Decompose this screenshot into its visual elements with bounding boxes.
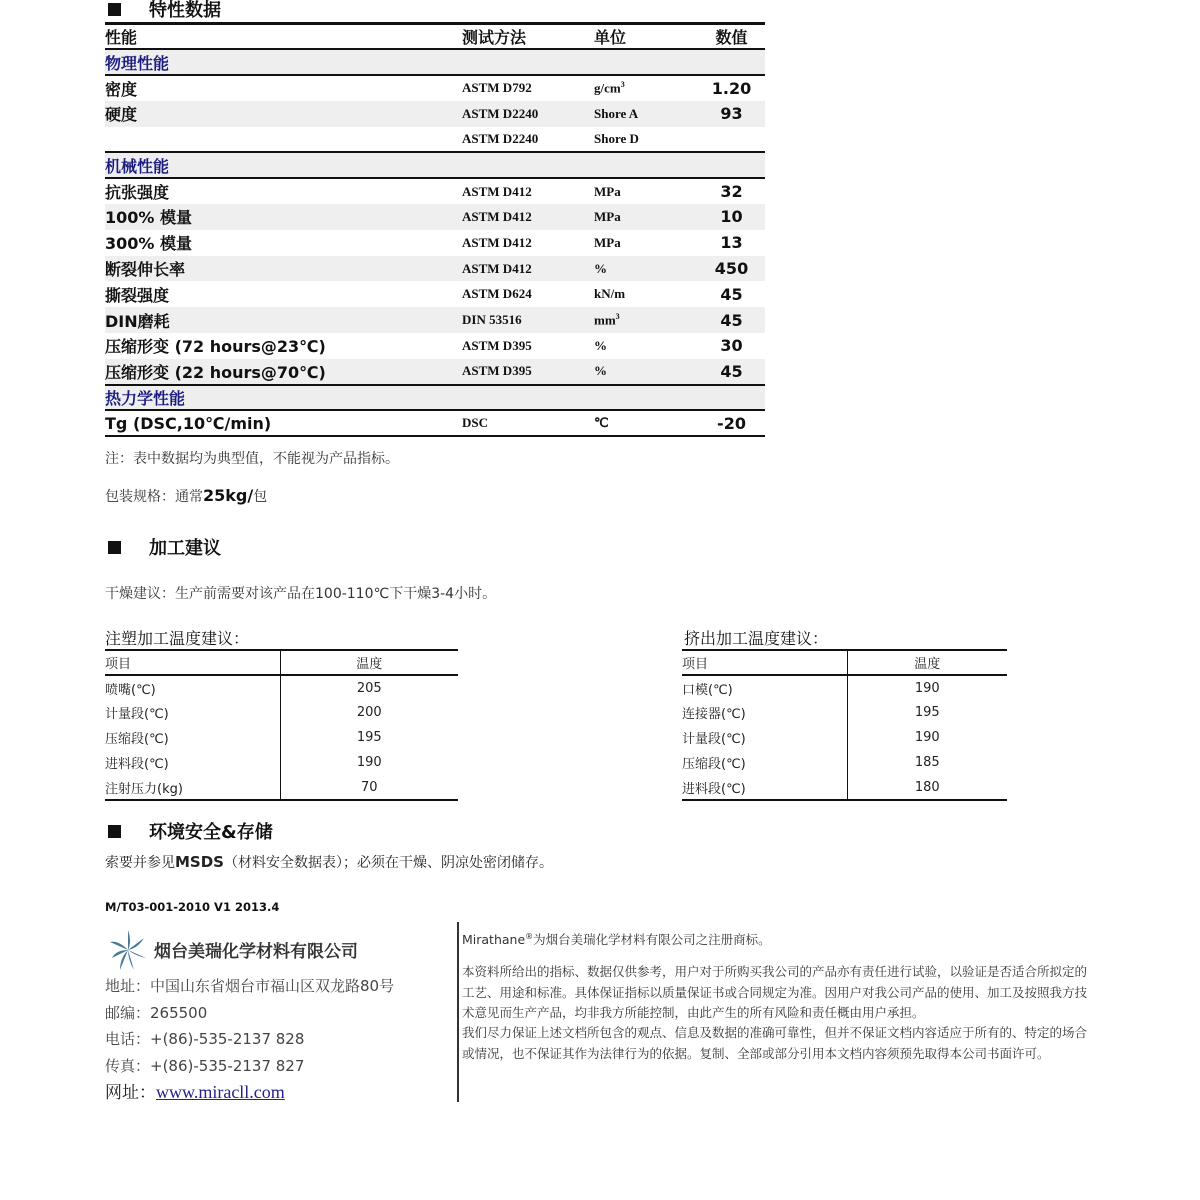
temperature-value: 195 (280, 725, 458, 750)
item-name: 口模(℃) (682, 682, 733, 698)
column-header: 性能 (105, 24, 462, 50)
value: 93 (698, 101, 765, 127)
test-method: ASTM D412 (462, 204, 594, 230)
unit-text: kN/m (594, 286, 626, 302)
unit (594, 204, 698, 230)
section-name: 机械性能 (105, 152, 765, 178)
test-method: DIN 53516 (462, 307, 594, 333)
unit (594, 178, 698, 204)
packaging-weight: 25kg/ (203, 486, 254, 505)
packaging-info (105, 486, 267, 506)
safety-text (105, 852, 553, 872)
column-header: 单位 (594, 24, 698, 50)
temperature-value: 190 (847, 675, 1007, 700)
unit-text: Shore A (594, 105, 639, 121)
disclaimer-paragraph-1: 本资料所给出的指标、数据仅供参考，用户对于所购买我公司的产品亦有责任进行试验，以验证是否适合所拟定的工艺、用途和标准。具体保证指标以质量保证书或合同规定为准。因用户对我公司产品的使用、加工及按照我方技术意见而生产产品，均非我方所能控制，由此产生的所有风险和责任概由用户承担。 (462, 964, 1088, 1021)
unit-text: % (594, 337, 607, 353)
table-header-row (105, 24, 765, 50)
company-name: 烟台美瑞化学材料有限公司 (154, 942, 358, 962)
unit (594, 127, 698, 153)
section-row (105, 49, 765, 75)
value: 30 (720, 336, 743, 356)
item-name: 计量段(℃) (682, 732, 746, 747)
section-row (105, 385, 765, 411)
item-name: 喷嘴(℃) (105, 682, 156, 698)
property-name: 100% 模量 (105, 204, 462, 230)
property-name: 压缩形变 (22 hours@70℃) (105, 359, 462, 385)
properties-table (105, 22, 765, 437)
section-row (105, 152, 765, 178)
section-heading-properties (108, 0, 221, 22)
column-header: 测试方法 (462, 24, 594, 50)
section-heading-processing (108, 534, 221, 560)
drying-advice: 干燥建议：生产前需要对该产品在100-110℃下干燥3-4小时。 (105, 586, 497, 602)
test-method: ASTM D395 (462, 337, 532, 353)
msds-label: MSDS (175, 853, 224, 871)
unit-text: MPa (594, 234, 621, 250)
unit (594, 281, 698, 307)
unit-text: MPa (594, 208, 621, 224)
property-name: 密度 (105, 79, 138, 99)
value: -20 (698, 410, 765, 436)
table-row (105, 775, 458, 800)
table-row (105, 281, 765, 307)
item-name: 进料段(℃) (105, 757, 169, 772)
value: 32 (720, 182, 743, 202)
test-method: ASTM D395 (462, 359, 594, 385)
unit-superscript: 3 (620, 80, 625, 90)
table-row (105, 750, 458, 775)
safety-suffix: （材料安全数据表）；必须在干燥、阴凉处密闭储存。 (223, 855, 553, 871)
table-row (105, 178, 765, 204)
footer-divider (457, 922, 459, 1102)
table-row (105, 700, 458, 725)
unit-text: MPa (594, 183, 621, 199)
property-name: 断裂伸长率 (105, 256, 462, 282)
temperature-value: 185 (847, 750, 1007, 775)
square-bullet-icon (108, 541, 121, 554)
value: 10 (698, 204, 765, 230)
test-method: ASTM D412 (462, 234, 532, 250)
table-row (105, 307, 765, 333)
table-row (105, 675, 458, 700)
unit-text: g/cm (594, 80, 621, 96)
temperature-value: 180 (847, 775, 1007, 800)
property-name: 硬度 (105, 101, 462, 127)
item-name: 注射压力(kg) (105, 775, 280, 800)
test-method: ASTM D412 (462, 183, 532, 199)
table-row (682, 750, 1007, 775)
document-code: M/T03-001-2010 V1 2013.4 (105, 900, 280, 914)
value: 1.20 (711, 78, 752, 98)
table-row (682, 775, 1007, 800)
unit-text: Shore D (594, 131, 639, 147)
trademark-brand: Mirathane (462, 932, 526, 948)
website-link[interactable]: www.miracll.com (156, 1082, 285, 1102)
property-name (105, 127, 462, 153)
section-title: 特性数据 (149, 0, 221, 21)
temperature-value: 200 (280, 700, 458, 725)
item-name: 计量段(℃) (105, 707, 169, 722)
table-note: 注：表中数据均为典型值，不能视为产品指标。 (105, 451, 399, 467)
unit-text: % (594, 363, 607, 379)
section-heading-safety (108, 818, 273, 844)
website-label: 网址： (105, 1083, 156, 1103)
square-bullet-icon (108, 825, 121, 838)
safety-prefix: 索要并参见 (105, 855, 175, 871)
unit (594, 230, 698, 256)
value (698, 127, 765, 153)
temperature-value: 195 (847, 700, 1007, 725)
unit (594, 333, 698, 359)
company-phone: 电话：+(86)-535-2137 828 (105, 1030, 305, 1048)
temperature-value: 205 (280, 675, 458, 700)
table-header-row (682, 650, 1007, 675)
trademark-text: 为烟台美瑞化学材料有限公司之注册商标。 (533, 932, 771, 948)
temperature-value: 190 (280, 750, 458, 775)
value: 45 (698, 359, 765, 385)
company-contact (105, 973, 394, 1107)
test-method: ASTM D624 (462, 286, 532, 302)
test-method: ASTM D792 (462, 80, 532, 96)
unit (594, 256, 698, 282)
column-header: 温度 (847, 650, 1007, 675)
test-method: ASTM D2240 (462, 127, 594, 153)
test-method: ASTM D2240 (462, 101, 594, 127)
section-name: 物理性能 (105, 49, 765, 75)
disclaimer (462, 927, 1087, 1064)
registered-mark: ® (525, 932, 534, 941)
table-row (105, 75, 765, 101)
injection-table (105, 649, 458, 801)
section-title: 环境安全&存储 (149, 822, 273, 843)
extrusion-title: 挤出加工温度建议： (684, 629, 829, 648)
table-row (105, 127, 765, 153)
square-bullet-icon (108, 3, 121, 16)
table-row (105, 204, 765, 230)
injection-title: 注塑加工温度建议： (105, 629, 250, 648)
unit-text: ℃ (594, 415, 609, 431)
item-name: 压缩段(℃) (105, 732, 169, 747)
value: 45 (720, 284, 743, 304)
property-name: DIN磨耗 (105, 307, 462, 333)
table-row (105, 101, 765, 127)
unit-superscript: 3 (615, 312, 620, 321)
company-fax: 传真：+(86)-535-2137 827 (105, 1056, 305, 1075)
property-name: 抗张强度 (105, 183, 170, 203)
temperature-value: 190 (847, 725, 1007, 750)
table-row (105, 359, 765, 385)
table-row (105, 256, 765, 282)
table-row (682, 725, 1007, 750)
section-name: 热力学性能 (105, 385, 765, 411)
table-row (105, 410, 765, 436)
item-name: 进料段(℃) (682, 775, 847, 800)
value: 45 (698, 307, 765, 333)
property-name: Tg (DSC,10℃/min) (105, 410, 462, 436)
table-row (105, 725, 458, 750)
unit (594, 101, 698, 127)
property-name: 压缩形变 (72 hours@23℃) (105, 337, 326, 357)
column-header: 项目 (105, 650, 280, 675)
table-row (682, 700, 1007, 725)
company-postcode: 邮编：265500 (105, 1003, 208, 1022)
company-logo-icon (106, 928, 150, 972)
item-name: 连接器(℃) (682, 707, 746, 722)
temperature-value: 70 (280, 775, 458, 800)
packaging-unit: 包 (253, 489, 268, 505)
unit (594, 359, 698, 385)
column-header: 数值 (698, 24, 765, 50)
table-row (682, 675, 1007, 700)
test-method: ASTM D412 (462, 256, 594, 282)
table-row (105, 230, 765, 256)
value: 13 (720, 233, 743, 253)
extrusion-table (682, 649, 1007, 801)
value: 450 (698, 256, 765, 282)
unit (594, 410, 698, 436)
property-name: 300% 模量 (105, 234, 193, 254)
unit (594, 307, 698, 333)
column-header: 温度 (280, 650, 458, 675)
column-header: 项目 (682, 650, 847, 675)
table-header-row (105, 650, 458, 675)
unit (594, 75, 698, 101)
unit-text: mm (594, 312, 616, 328)
section-title: 加工建议 (149, 538, 221, 559)
test-method: DSC (462, 410, 594, 436)
disclaimer-paragraph-2: 我们尽力保证上述文档所包含的观点、信息及数据的准确可靠性，但并不保证文档内容适应于所有的、特定的场合或情况，也不保证其作为法律行为的依据。复制、全部或部分引用本文档内容须预先取得本公司书面许可。 (462, 1025, 1088, 1061)
item-name: 压缩段(℃) (682, 757, 746, 772)
property-name: 撕裂强度 (105, 285, 170, 305)
table-row (105, 333, 765, 359)
packaging-label: 包装规格：通常 (105, 489, 203, 505)
company-address: 地址：中国山东省烟台市福山区双龙路80号 (105, 977, 395, 995)
unit-text: % (594, 260, 607, 276)
